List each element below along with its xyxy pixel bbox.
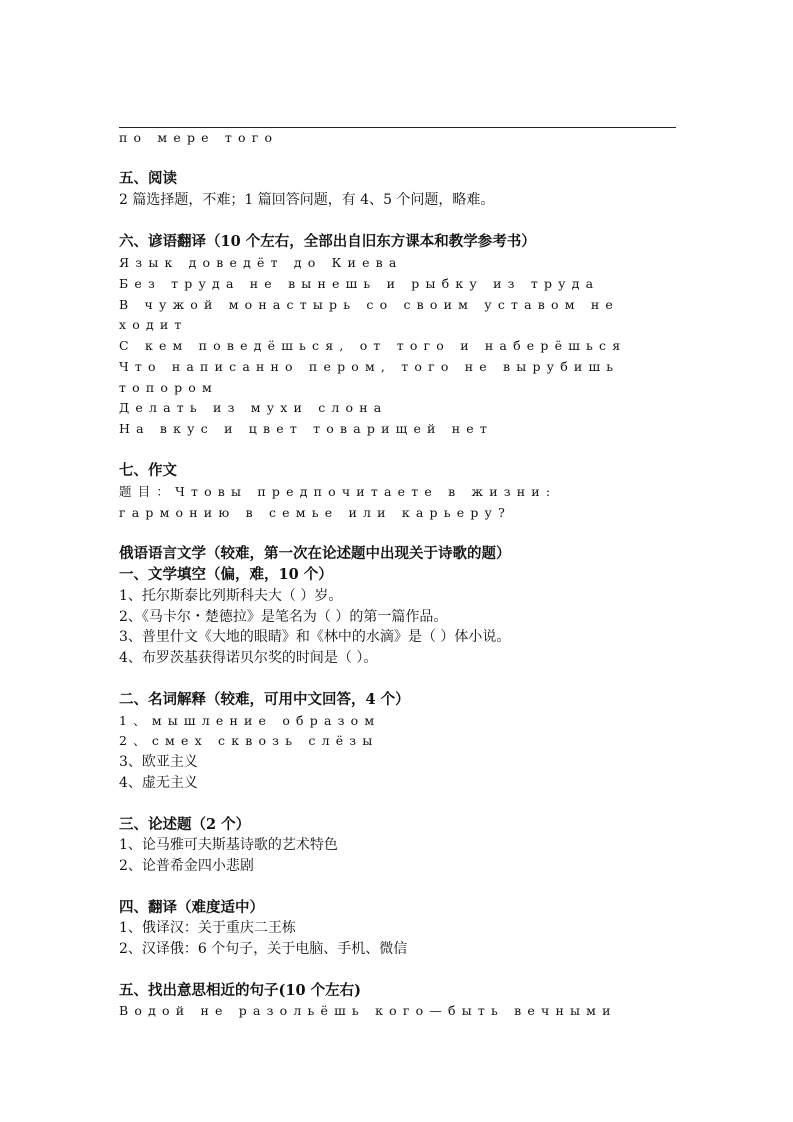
proverb-line: топором xyxy=(119,380,218,395)
list-item: 3、普里什文《大地的眼睛》和《林中的水滴》是（ ）体小说。 xyxy=(119,629,511,645)
essay-topic: 题目：Чтовы предпочитаете в жизни: xyxy=(119,484,557,499)
list-item: 1、托尔斯泰比列斯科夫大（ ）岁。 xyxy=(119,588,343,604)
proverb-line: С кем поведёшься, от того и наберёшься xyxy=(119,338,627,353)
list-item: 2、论普希金四小悲剧 xyxy=(119,858,254,874)
list-item: 2、《马卡尔・楚德拉》是笔名为（ ）的第一篇作品。 xyxy=(119,609,448,625)
list-item: 2、смех сквозь слёзы xyxy=(119,733,379,748)
essay-topic: гармонию в семье или карьеру? xyxy=(119,505,511,520)
reading-heading: 五、阅读 xyxy=(119,170,177,187)
proverb-line: Без труда не вынешь и рыбку из труда xyxy=(119,276,600,291)
proverb-line: Язык доведёт до Киева xyxy=(119,255,403,270)
translation-heading: 四、翻译（难度适中） xyxy=(119,899,264,916)
proverb-line: В чужой монастырь со своим уставом не xyxy=(119,297,619,312)
literature-fill-heading: 一、文学填空（偏，难，10 个） xyxy=(119,566,333,583)
literature-title: 俄语语言文学（较难，第一次在论述题中出现关于诗歌的题） xyxy=(119,545,511,562)
list-item: 4、布罗茨基获得诺贝尔奖的时间是（ ）。 xyxy=(119,650,378,666)
proverb-heading: 六、谚语翻译（10 个左右，全部出自旧东方课本和教学参考书） xyxy=(119,233,536,250)
list-item: 3、欧亚主义 xyxy=(119,754,198,770)
similar-sentences-heading: 五、找出意思相近的句子(10 个左右) xyxy=(119,982,361,999)
proverb-line: На вкус и цвет товарищей нет xyxy=(119,421,494,436)
reading-text: 2 篇选择题，不难；1 篇回答问题，有 4、5 个问题，略难。 xyxy=(119,192,495,208)
list-item: 4、虚无主义 xyxy=(119,775,198,791)
list-item: 2、汉译俄：6 个句子，关于电脑、手机、微信 xyxy=(119,941,408,957)
list-item: 1、мышление образом xyxy=(119,713,381,728)
list-item: 1、俄译汉：关于重庆二王栋 xyxy=(119,920,296,936)
essay-heading: 七、作文 xyxy=(119,462,177,479)
terms-heading: 二、名词解释（较难，可用中文回答，4 个） xyxy=(119,691,410,708)
proverb-line: ходит xyxy=(119,317,188,332)
proverb-line: Делать из мухи слона xyxy=(119,400,388,415)
essay-questions-heading: 三、论述题（2 个） xyxy=(119,816,251,833)
similar-sentence-line: Водой не разольёшь кого—быть вечными xyxy=(119,1003,617,1018)
proverb-line: Что написанно пером, того не вырубишь xyxy=(119,359,620,374)
continued-line: по мере того xyxy=(119,130,279,145)
list-item: 1、论马雅可夫斯基诗歌的艺术特色 xyxy=(119,837,338,853)
